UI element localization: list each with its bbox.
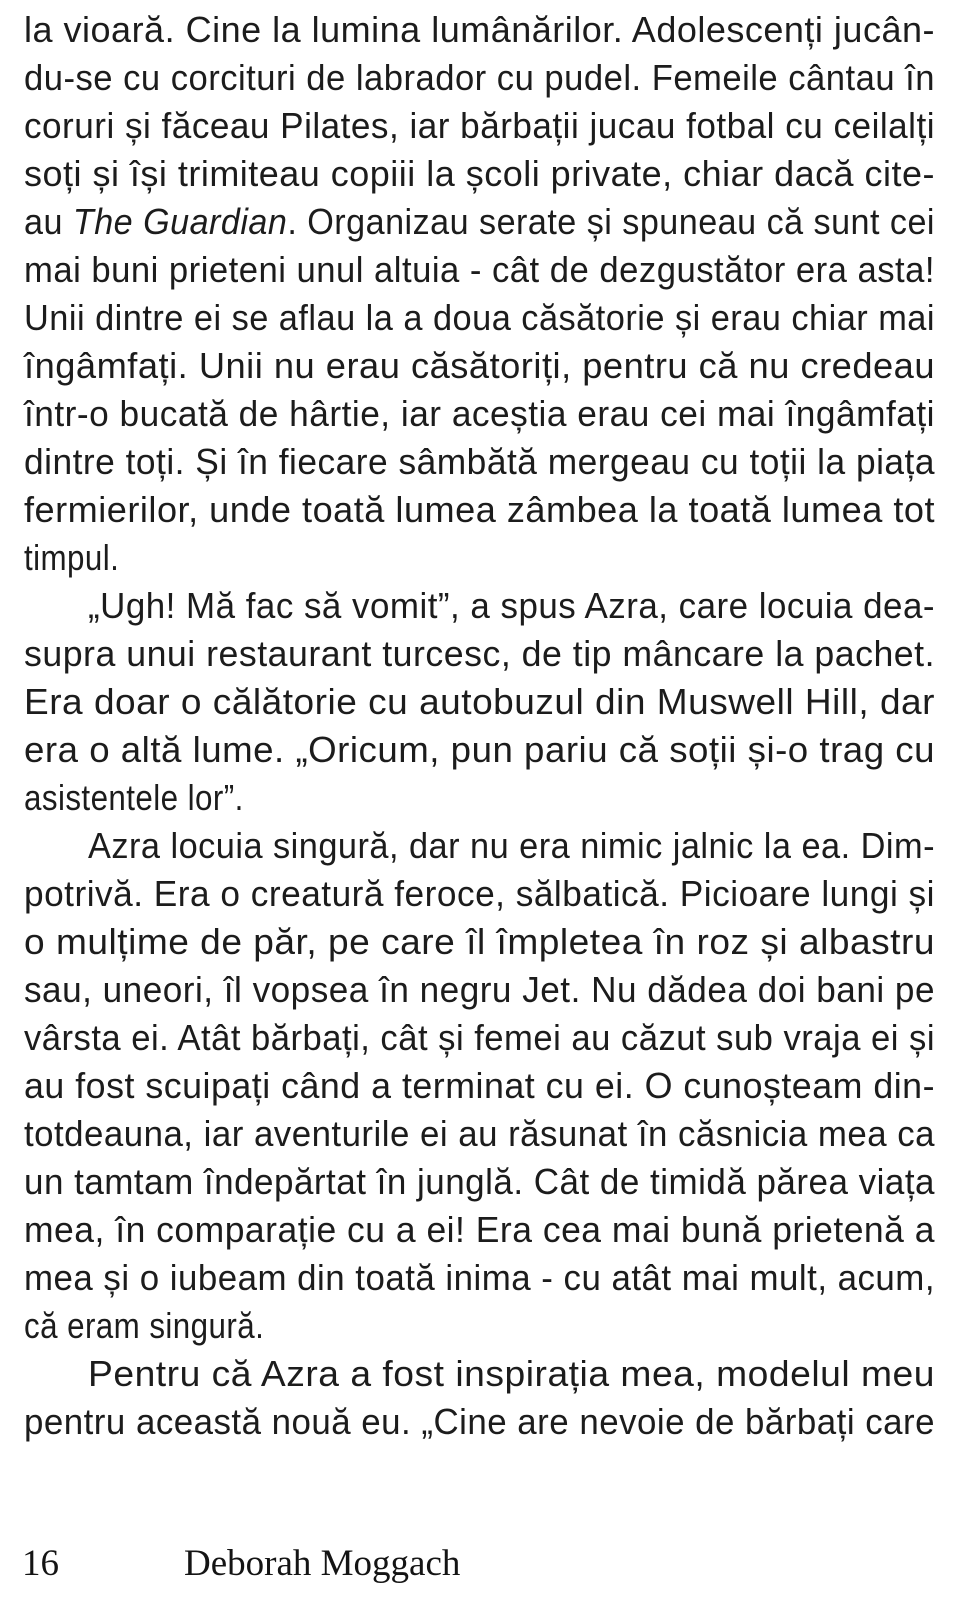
text-line [24, 1302, 935, 1350]
text-segment: coruri și făceau Pilates, iar bărbații jucau fotbal cu ceilalți [24, 105, 935, 146]
text-segment: totdeauna, iar aventurile ei au răsunat în căsnicia mea ca [24, 1113, 935, 1154]
text-segment: fermierilor, unde toată lumea zâmbea la toată lumea tot [24, 489, 936, 530]
text-line [24, 918, 935, 966]
body-text [24, 6, 935, 1446]
text-segment: au [24, 201, 73, 242]
text-line [24, 102, 935, 150]
running-title: Deborah Moggach [184, 1543, 461, 1584]
text-line [24, 582, 935, 630]
text-segment: mea, în comparație cu a ei! Era cea mai bună prietenă a [24, 1209, 935, 1250]
text-line [24, 1254, 935, 1302]
text-line [24, 534, 935, 582]
text-line [24, 1110, 935, 1158]
italic-text: The Guardian [72, 201, 288, 242]
text-segment: potrivă. Era o creatură feroce, sălbatică. Picioare lungi și [24, 873, 935, 914]
text-line [24, 294, 935, 342]
text-segment: timpul. [24, 537, 120, 578]
text-segment: Unii dintre ei se aflau la a doua căsătorie și erau chiar mai [24, 297, 935, 338]
text-segment: . Organizau serate și spuneau că sunt cei [287, 201, 935, 242]
text-line [24, 870, 935, 918]
page-footer [0, 1540, 978, 1590]
text-segment: o mulțime de păr, pe care îl împletea în roz și albastru [24, 921, 935, 962]
text-line [24, 150, 935, 198]
text-segment: că eram singură. [24, 1305, 265, 1346]
text-line [24, 6, 935, 54]
text-segment: du-se cu corcituri de labrador cu pudel. Femeile cântau în [24, 57, 935, 98]
text-segment: „Ugh! Mă fac să vomit”, a spus Azra, care locuia dea- [88, 585, 935, 626]
text-line [24, 54, 935, 102]
text-line [24, 198, 935, 246]
text-segment: supra unui restaurant turcesc, de tip mâncare la pachet. [24, 633, 935, 674]
text-line [24, 246, 935, 294]
text-line [24, 822, 935, 870]
text-line [24, 486, 935, 534]
text-line [24, 1398, 935, 1446]
text-line [24, 1350, 935, 1398]
text-segment: îngâmfați. Unii nu erau căsătoriți, pentru că nu credeau [24, 345, 935, 386]
text-line [24, 966, 935, 1014]
text-segment: dintre toți. Și în fiecare sâmbătă mergeau cu toții la piața [24, 441, 935, 482]
text-segment: Pentru că Azra a fost inspirația mea, modelul meu [88, 1353, 935, 1394]
text-segment: era o altă lume. „Oricum, pun pariu că soții și-o trag cu [24, 729, 935, 770]
text-line [24, 1014, 935, 1062]
text-line [24, 342, 935, 390]
text-segment: pentru această nouă eu. „Cine are nevoie de bărbați care [24, 1401, 935, 1442]
text-segment: un tamtam îndepărtat în junglă. Cât de timidă părea viața [24, 1161, 935, 1202]
page-number: 16 [22, 1543, 59, 1584]
text-segment: la vioară. Cine la lumina lumânărilor. Adolescenți jucân- [24, 9, 935, 50]
text-line [24, 390, 935, 438]
text-segment: au fost scuipați când a terminat cu ei. O cunoșteam din- [24, 1065, 935, 1106]
text-line [24, 726, 935, 774]
text-line [24, 774, 935, 822]
text-segment: mea și o iubeam din toată inima - cu atât mai mult, acum, [24, 1257, 935, 1298]
text-segment: Era doar o călătorie cu autobuzul din Muswell Hill, dar [24, 681, 935, 722]
text-segment: soți și își trimiteau copiii la școli private, chiar dacă cite- [24, 153, 935, 194]
text-line [24, 1206, 935, 1254]
text-segment: vârsta ei. Atât bărbați, cât și femei au căzut sub vraja ei și [24, 1017, 935, 1058]
text-segment: într-o bucată de hârtie, iar aceștia erau cei mai îngâmfați [24, 393, 935, 434]
text-segment: sau, uneori, îl vopsea în negru Jet. Nu dădea doi bani pe [24, 969, 935, 1010]
text-line [24, 630, 935, 678]
text-segment: Azra locuia singură, dar nu era nimic jalnic la ea. Dim- [88, 825, 935, 866]
text-line [24, 1158, 935, 1206]
text-segment: asistentele lor”. [24, 777, 244, 818]
text-segment: mai buni prieteni unul altuia - cât de dezgustător era asta! [24, 249, 935, 290]
text-line [24, 678, 935, 726]
text-line [24, 438, 935, 486]
text-line [24, 1062, 935, 1110]
